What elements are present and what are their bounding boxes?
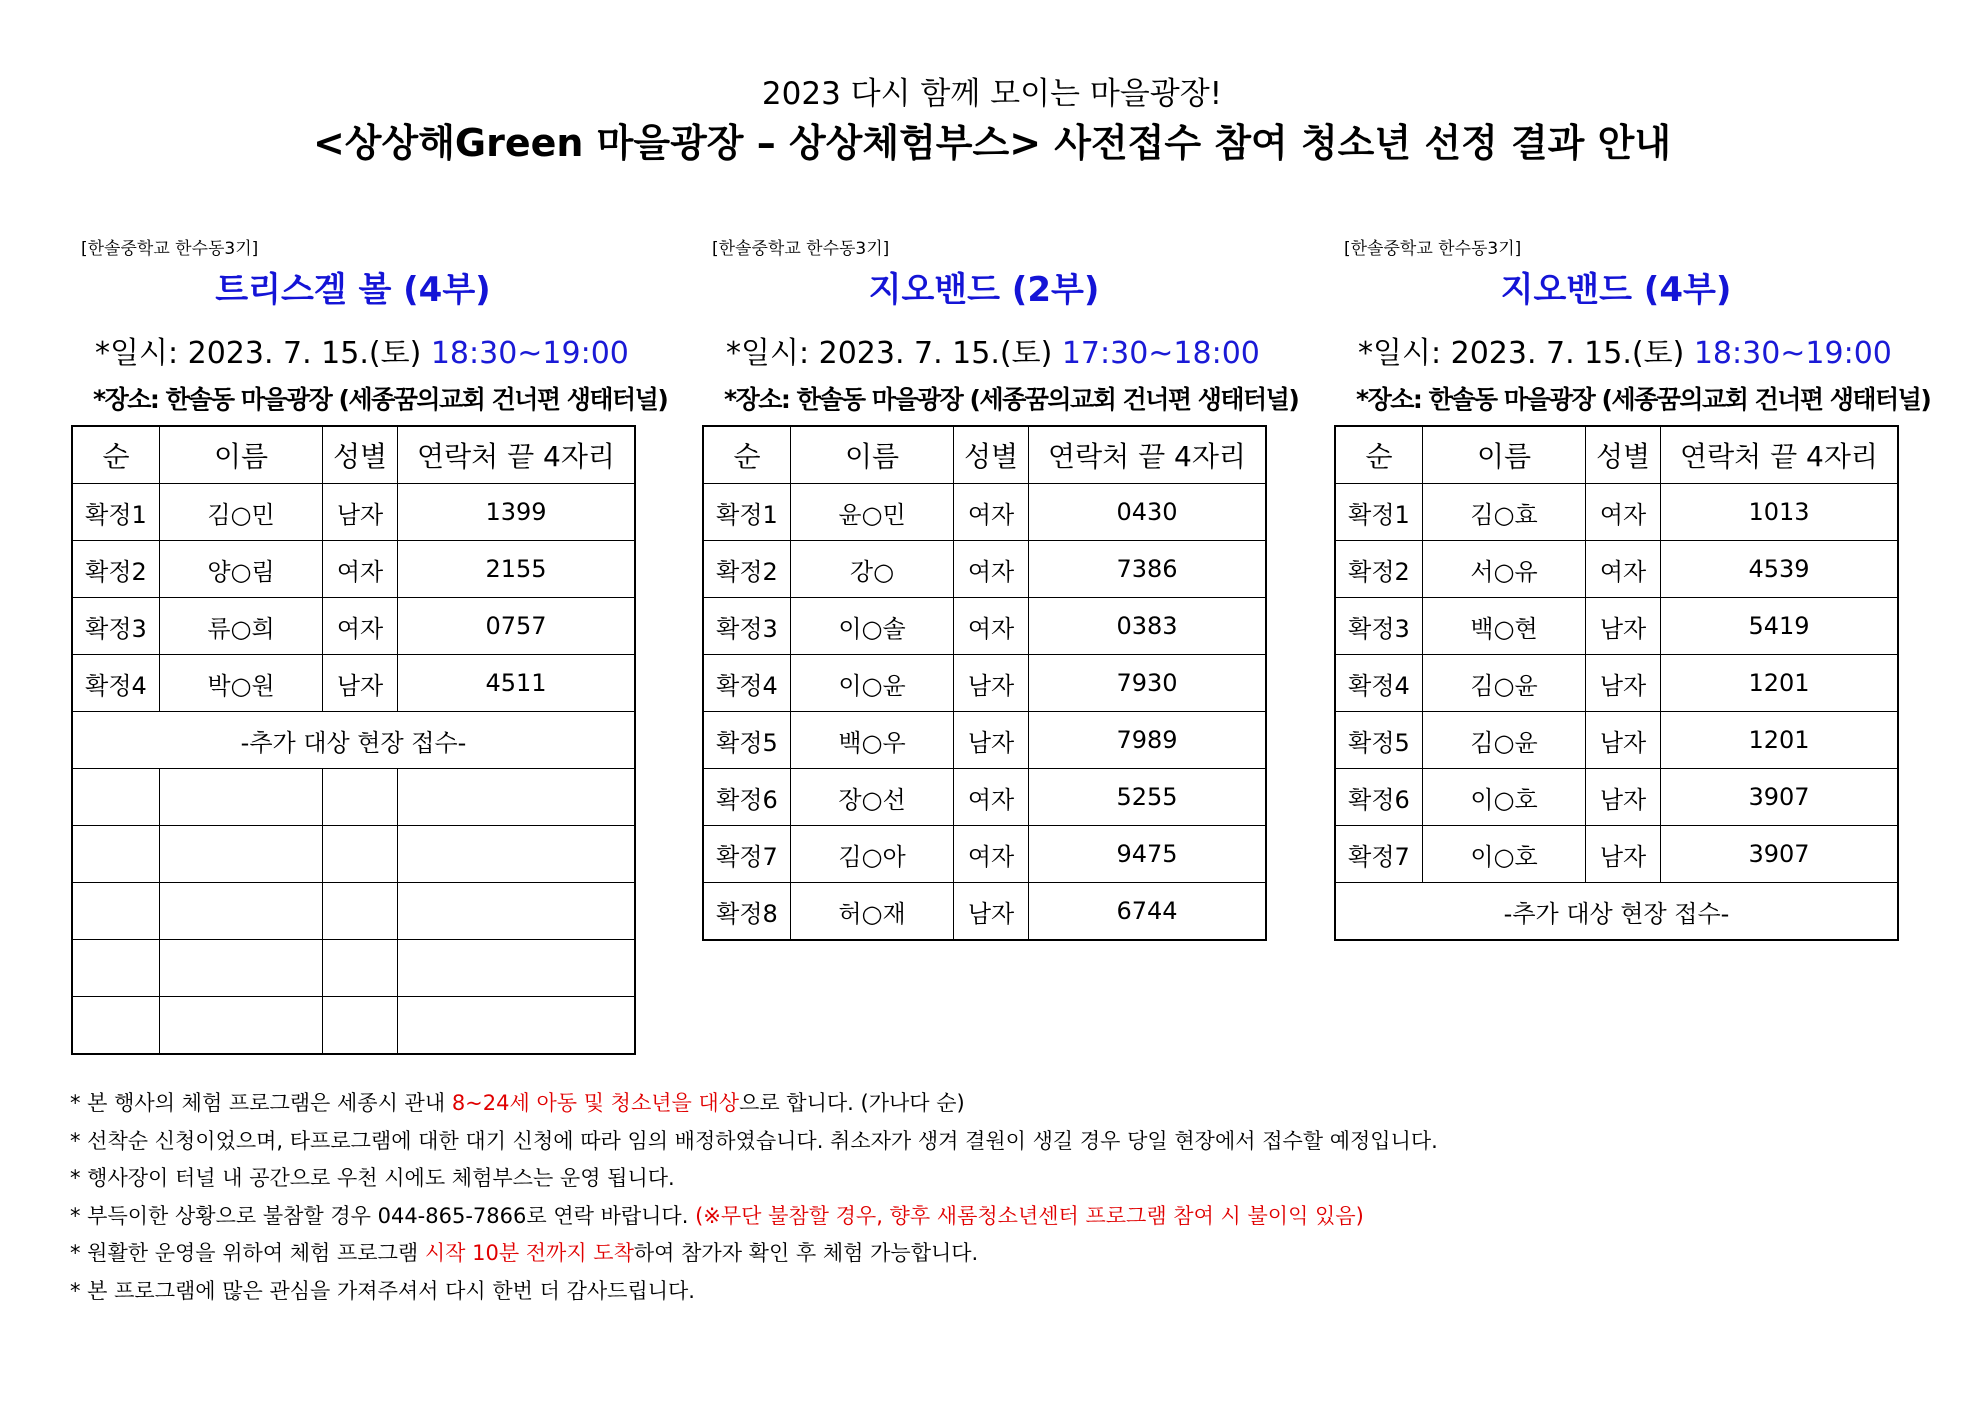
table-row [1335, 541, 1898, 598]
cell-order: 확정4 [703, 655, 791, 712]
empty-row [72, 826, 635, 883]
table-row [703, 598, 1266, 655]
table-row [703, 655, 1266, 712]
cell-phone: 4539 [1661, 541, 1899, 598]
cell-gender: 여자 [323, 541, 398, 598]
note-2: * 선착순 신청이었으며, 타프로그램에 대한 대기 신청에 따라 임의 배정하였습니다. 취소자가 생겨 결원이 생길 경우 당일 현장에서 접수할 예정입니다. [70, 1128, 1438, 1153]
extra-row [72, 712, 635, 769]
table-row [72, 598, 635, 655]
cell-order: 확정3 [1335, 598, 1423, 655]
cell-gender: 여자 [954, 598, 1029, 655]
cell-name: 이○솔 [791, 598, 954, 655]
cell-name: 류○희 [160, 598, 323, 655]
cell-gender: 여자 [954, 541, 1029, 598]
cell-gender: 남자 [323, 655, 398, 712]
cell-name: 윤○민 [791, 484, 954, 541]
cell-phone: 1399 [398, 484, 636, 541]
cell-phone: 1201 [1661, 712, 1899, 769]
cell-gender: 여자 [1586, 541, 1661, 598]
cell-phone: 3907 [1661, 826, 1899, 883]
program-title: 지오밴드 (4부) [1500, 270, 1732, 310]
extra-registration-note: -추가 대상 현장 접수- [72, 712, 635, 769]
program-title: 트리스겔 볼 (4부) [215, 270, 491, 310]
program-place: *장소: 한솔동 마을광장 (세종꿈의교회 건너편 생태터널) [724, 385, 1299, 414]
table-row [1335, 826, 1898, 883]
cell-order: 확정1 [72, 484, 160, 541]
program-date [95, 328, 629, 372]
col-name: 이름 [160, 426, 323, 484]
cell-name: 장○선 [791, 769, 954, 826]
date-label: *일시: 2023. 7. 15.(토) [95, 336, 422, 371]
program-date [1358, 328, 1892, 372]
cell-phone: 9475 [1029, 826, 1267, 883]
cell-name: 허○재 [791, 883, 954, 941]
program-date [726, 328, 1260, 372]
table-row [72, 541, 635, 598]
col-order: 순 [1335, 426, 1423, 484]
cell-phone: 1201 [1661, 655, 1899, 712]
roster-table [71, 425, 636, 1055]
table-row [703, 712, 1266, 769]
note-5-text-a: * 원활한 운영을 위하여 체험 프로그램 [70, 1241, 425, 1265]
note-1-highlight: 8~24세 아동 및 청소년을 대상 [451, 1091, 740, 1115]
cell-name: 강○ [791, 541, 954, 598]
extra-registration-note: -추가 대상 현장 접수- [1335, 883, 1898, 941]
cell-order: 확정7 [1335, 826, 1423, 883]
cell-phone: 1013 [1661, 484, 1899, 541]
cell-gender: 여자 [1586, 484, 1661, 541]
cell-gender: 여자 [954, 826, 1029, 883]
page-title: <상상해Green 마을광장 – 상상체험부스> 사전접수 참여 청소년 선정 결과 안내 [312, 121, 1672, 165]
cell-order: 확정4 [1335, 655, 1423, 712]
cell-phone: 6744 [1029, 883, 1267, 941]
cell-name: 이○호 [1423, 826, 1586, 883]
cell-name: 양○림 [160, 541, 323, 598]
roster-table [702, 425, 1267, 941]
cell-order: 확정2 [1335, 541, 1423, 598]
cell-gender: 남자 [1586, 598, 1661, 655]
table-row [703, 883, 1266, 941]
date-label: *일시: 2023. 7. 15.(토) [726, 336, 1053, 371]
cell-name: 김○민 [160, 484, 323, 541]
cell-gender: 여자 [954, 484, 1029, 541]
cell-gender: 남자 [954, 655, 1029, 712]
note-4-warning: (※무단 불참할 경우, 향후 새롬청소년센터 프로그램 참여 시 불이익 있음) [695, 1203, 1364, 1228]
cell-phone: 0430 [1029, 484, 1267, 541]
cell-gender: 남자 [1586, 712, 1661, 769]
col-order: 순 [703, 426, 791, 484]
table-header-row [72, 426, 635, 484]
cell-order: 확정8 [703, 883, 791, 941]
cell-gender: 남자 [1586, 769, 1661, 826]
cell-phone: 4511 [398, 655, 636, 712]
table-row [703, 541, 1266, 598]
note-1-text-a: * 본 행사의 체험 프로그램은 세종시 관내 [70, 1091, 452, 1115]
cell-phone: 2155 [398, 541, 636, 598]
date-label: *일시: 2023. 7. 15.(토) [1358, 336, 1685, 371]
col-name: 이름 [791, 426, 954, 484]
cell-name: 백○우 [791, 712, 954, 769]
cell-gender: 남자 [954, 883, 1029, 941]
col-name: 이름 [1423, 426, 1586, 484]
table-row [1335, 598, 1898, 655]
program-place: *장소: 한솔동 마을광장 (세종꿈의교회 건너편 생태터널) [1356, 385, 1931, 414]
table-row [703, 826, 1266, 883]
note-5-highlight: 시작 10분 전까지 도착 [424, 1241, 634, 1265]
school-label: [한솔중학교 한수동3기] [81, 239, 259, 259]
cell-phone: 7989 [1029, 712, 1267, 769]
note-4-text-a: * 부득이한 상황으로 불참할 경우 044-865-7866로 연락 바랍니다. [70, 1203, 696, 1228]
cell-order: 확정5 [703, 712, 791, 769]
cell-name: 서○유 [1423, 541, 1586, 598]
col-order: 순 [72, 426, 160, 484]
empty-row [72, 769, 635, 826]
table-header-row [703, 426, 1266, 484]
table-row [703, 769, 1266, 826]
table-row [72, 484, 635, 541]
empty-row [72, 883, 635, 940]
cell-gender: 남자 [1586, 826, 1661, 883]
cell-order: 확정6 [703, 769, 791, 826]
empty-row [72, 940, 635, 997]
table-row [703, 484, 1266, 541]
cell-order: 확정6 [1335, 769, 1423, 826]
program-place: *장소: 한솔동 마을광장 (세종꿈의교회 건너편 생태터널) [93, 385, 668, 414]
table-row [72, 655, 635, 712]
cell-gender: 남자 [1586, 655, 1661, 712]
cell-name: 김○아 [791, 826, 954, 883]
roster-table [1334, 425, 1899, 941]
note-1 [70, 1085, 1438, 1123]
cell-gender: 남자 [323, 484, 398, 541]
cell-name: 이○호 [1423, 769, 1586, 826]
cell-name: 김○윤 [1423, 712, 1586, 769]
cell-order: 확정1 [703, 484, 791, 541]
cell-gender: 여자 [954, 769, 1029, 826]
cell-phone: 0757 [398, 598, 636, 655]
cell-phone: 7930 [1029, 655, 1267, 712]
empty-row [72, 997, 635, 1055]
notes-section [70, 1085, 1438, 1310]
col-phone: 연락처 끝 4자리 [1029, 426, 1267, 484]
note-3: * 행사장이 터널 내 공간으로 우천 시에도 체험부스는 운영 됩니다. [70, 1166, 675, 1190]
cell-phone: 7386 [1029, 541, 1267, 598]
cell-phone: 3907 [1661, 769, 1899, 826]
col-gender: 성별 [323, 426, 398, 484]
cell-name: 백○현 [1423, 598, 1586, 655]
note-1-text-b: 으로 합니다. (가나다 순) [739, 1091, 965, 1115]
cell-order: 확정1 [1335, 484, 1423, 541]
cell-phone: 5255 [1029, 769, 1267, 826]
cell-order: 확정4 [72, 655, 160, 712]
table-row [1335, 484, 1898, 541]
cell-gender: 여자 [323, 598, 398, 655]
cell-phone: 5419 [1661, 598, 1899, 655]
cell-order: 확정3 [703, 598, 791, 655]
school-label: [한솔중학교 한수동3기] [1344, 239, 1522, 259]
school-label: [한솔중학교 한수동3기] [712, 239, 890, 259]
cell-name: 김○윤 [1423, 655, 1586, 712]
table-header-row [1335, 426, 1898, 484]
note-5-text-b: 하여 참가자 확인 후 체험 가능합니다. [633, 1241, 979, 1265]
program-title: 지오밴드 (2부) [868, 270, 1100, 310]
col-gender: 성별 [954, 426, 1029, 484]
table-row [1335, 712, 1898, 769]
cell-order: 확정2 [72, 541, 160, 598]
header-subtitle: 2023 다시 함께 모이는 마을광장! [761, 76, 1223, 112]
note-4 [70, 1198, 1438, 1236]
col-phone: 연락처 끝 4자리 [1661, 426, 1899, 484]
cell-name: 박○원 [160, 655, 323, 712]
time-label: 17:30~18:00 [1061, 336, 1260, 371]
cell-order: 확정2 [703, 541, 791, 598]
cell-name: 김○효 [1423, 484, 1586, 541]
cell-order: 확정7 [703, 826, 791, 883]
cell-order: 확정3 [72, 598, 160, 655]
col-gender: 성별 [1586, 426, 1661, 484]
cell-order: 확정5 [1335, 712, 1423, 769]
table-row [1335, 655, 1898, 712]
time-label: 18:30~19:00 [430, 336, 629, 371]
time-label: 18:30~19:00 [1693, 336, 1892, 371]
note-6: * 본 프로그램에 많은 관심을 가져주셔서 다시 한번 더 감사드립니다. [70, 1278, 695, 1303]
col-phone: 연락처 끝 4자리 [398, 426, 636, 484]
note-5 [70, 1235, 1438, 1273]
cell-gender: 남자 [954, 712, 1029, 769]
cell-name: 이○윤 [791, 655, 954, 712]
extra-row [1335, 883, 1898, 941]
table-row [1335, 769, 1898, 826]
cell-phone: 0383 [1029, 598, 1267, 655]
